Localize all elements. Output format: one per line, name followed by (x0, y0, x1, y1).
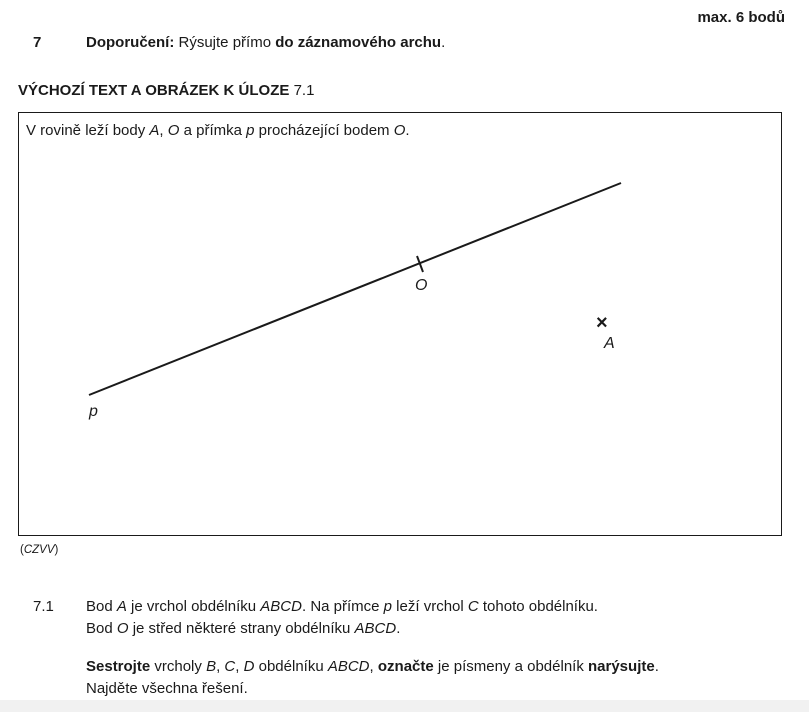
point-a-marker: × (596, 312, 608, 334)
task-number: 7 (33, 34, 42, 51)
intro-point-o-2: O (393, 122, 406, 139)
q-text: vrcholy (150, 658, 207, 675)
recommendation (86, 34, 445, 51)
label-o: O (415, 277, 428, 294)
q-italic: p (383, 598, 393, 615)
bottom-strip (0, 700, 809, 712)
q-text: . Na přímce (301, 598, 384, 615)
q-text: . (654, 658, 659, 675)
max-points: max. 6 bodů (697, 9, 785, 26)
question-line-1 (86, 596, 598, 618)
line-p (89, 183, 621, 395)
intro-point-a: A (149, 122, 160, 139)
q-text: , (369, 658, 378, 675)
section-heading-number: 7.1 (289, 82, 315, 99)
question-line-2 (86, 618, 400, 640)
question-number: 7.1 (33, 598, 54, 615)
section-heading-bold: VÝCHOZÍ TEXT A OBRÁZEK K ÚLOZE (18, 82, 290, 99)
q-text: obdélníku (254, 658, 328, 675)
q-text: tohoto obdélníku. (478, 598, 598, 615)
intro-part: . (405, 122, 410, 139)
source-open: ( (20, 544, 24, 556)
q-bold: narýsujte (588, 658, 655, 675)
recommendation-end: . (441, 34, 446, 51)
q-bold: Sestrojte (86, 658, 151, 675)
q-text: je vrchol obdélníku (126, 598, 261, 615)
q-text: je střed některé strany obdélníku (128, 620, 355, 637)
intro-line-p: p (246, 122, 255, 139)
q-text: , (235, 658, 244, 675)
q-text: je písmeny a obdélník (433, 658, 588, 675)
intro-part: , (159, 122, 168, 139)
recommendation-bold: do záznamového archu (275, 34, 442, 51)
q-italic: A (116, 598, 127, 615)
q-italic: ABCD (260, 598, 302, 615)
label-p: p (89, 403, 98, 420)
q-italic: D (243, 658, 255, 675)
intro-part: a přímka (179, 122, 247, 139)
q-italic: ABCD (354, 620, 397, 637)
q-text: leží vrchol (392, 598, 468, 615)
figure-box (18, 112, 782, 536)
geometry-figure (19, 113, 783, 537)
q-text: . (396, 620, 401, 637)
q-text: Bod (86, 620, 117, 637)
question-line-4: Najděte všechna řešení. (86, 680, 248, 697)
source-credit (20, 544, 58, 556)
recommendation-label: Doporučení: (86, 34, 175, 51)
intro-part: V rovině leží body (26, 122, 150, 139)
q-bold: označte (377, 658, 434, 675)
q-italic: ABCD (327, 658, 370, 675)
intro-point-o: O (167, 122, 180, 139)
q-italic: B (206, 658, 217, 675)
q-text: , (216, 658, 225, 675)
source-close: ) (54, 544, 59, 556)
recommendation-text: Rýsujte přímo (174, 34, 276, 51)
label-a: A (604, 335, 615, 352)
section-heading (18, 82, 314, 99)
intro-part: procházející bodem (254, 122, 394, 139)
q-italic: O (116, 620, 129, 637)
source-name: CZVV (23, 544, 55, 556)
question-line-3 (86, 656, 659, 678)
q-italic: C (224, 658, 236, 675)
q-italic: C (467, 598, 479, 615)
q-text: Bod (86, 598, 117, 615)
